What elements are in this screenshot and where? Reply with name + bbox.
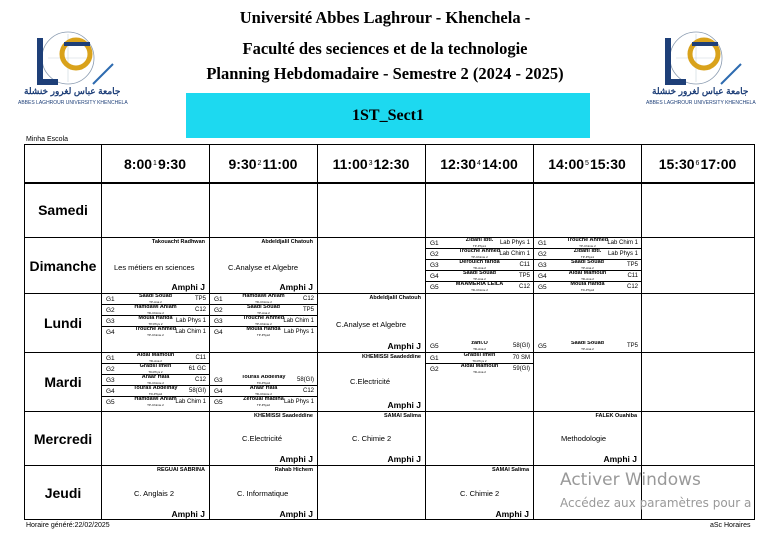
session-type: TD-Phys 2 xyxy=(148,370,163,374)
university-logo-right xyxy=(646,24,756,110)
session-type: TD-Chimie 2 xyxy=(471,288,488,292)
group-label: G4 xyxy=(106,388,115,395)
teacher-name: Aidal Mamoun xyxy=(568,270,607,276)
room-label: TP5 xyxy=(626,343,638,349)
room-label: Lab Phys 1 xyxy=(283,399,314,405)
group-row xyxy=(426,282,533,293)
group-label: G5 xyxy=(214,399,223,406)
teacher-name: Touras Abdelhay xyxy=(133,385,178,391)
lecture-prof: KHEMISSI Saadeddine xyxy=(362,354,421,360)
slot-header-4: 12:30 4 14:00 xyxy=(440,156,518,172)
lecture-room: Amphi J xyxy=(495,509,529,519)
group-label: G4 xyxy=(214,329,223,336)
session-type: TD-Chimie 2 xyxy=(255,392,272,396)
teacher-name: Moula Hafida xyxy=(138,315,173,321)
university-title: Université Abbes Laghrour - Khenchela - xyxy=(239,8,531,27)
session-type: TD-Phys2 xyxy=(148,392,163,396)
lecture-room: Amphi J xyxy=(603,454,637,464)
group-label: G1 xyxy=(214,296,223,303)
room-label: Lab Chim 1 xyxy=(175,399,206,405)
logo-caption-left: ABBES LAGHROUR UNIVERSITY KHENCHELA xyxy=(18,100,128,106)
session-type: TP-Phys 2 xyxy=(148,322,163,326)
session-type: TP-Ana 2 xyxy=(257,311,270,315)
group-label: G1 xyxy=(430,355,439,362)
teacher-name: Trouche Ahmed xyxy=(566,238,609,243)
lecture-module: C. Anglais 2 xyxy=(134,489,175,498)
group-label: G5 xyxy=(106,399,115,406)
lecture-prof: SAMAI Salima xyxy=(492,467,529,473)
room-label: TP5 xyxy=(194,296,206,302)
lecture-mercredi-slot2 xyxy=(210,412,317,465)
group-label: G5 xyxy=(538,343,547,350)
teacher-name: Hamdawi Ahlam xyxy=(134,396,177,402)
school-name: Minha Escola xyxy=(26,136,69,143)
session-type: TD-Chimie 2 xyxy=(147,311,164,315)
lecture-dimanche-slot1 xyxy=(102,238,209,293)
group-label: G1 xyxy=(106,355,115,362)
lecture-module: C.Analyse et Algebre xyxy=(336,320,407,329)
teacher-name: Saadi Souad xyxy=(462,270,496,276)
room-label: 59(GI) xyxy=(512,366,530,372)
group-label: G2 xyxy=(106,307,115,314)
section-banner: 1ST_Sect1 xyxy=(186,93,590,138)
group-label: G3 xyxy=(214,377,223,384)
group-label: G5 xyxy=(430,343,439,350)
lecture-jeudi-slot4 xyxy=(426,466,533,520)
lecture-prof: REGUAI SABRINA xyxy=(157,467,205,473)
group-row xyxy=(426,364,533,375)
lecture-prof: Rahab Hichem xyxy=(274,467,313,473)
lecture-room: Amphi J xyxy=(387,454,421,464)
lecture-module: C. Chimie 2 xyxy=(460,489,500,498)
group-row xyxy=(534,341,641,352)
lecture-room: Amphi J xyxy=(387,400,421,410)
teacher-name: Zeroual madiha xyxy=(243,396,284,402)
planning-title: Planning Hebdomadaire - Semestre 2 (2024 - 2025) xyxy=(206,64,564,83)
room-label: C12 xyxy=(194,377,206,383)
room-label: Lab Phys 1 xyxy=(607,251,638,257)
teacher-name: zahi.O xyxy=(471,341,488,346)
day-samedi: Samedi xyxy=(38,202,88,218)
room-label: Lab Phys 1 xyxy=(283,329,314,335)
session-type: TP-Ana 2 xyxy=(581,347,594,351)
group-label: G2 xyxy=(214,307,223,314)
room-label: Lab Chim 1 xyxy=(175,329,206,335)
groups-lundi-slot2 xyxy=(210,294,317,340)
room-label: TP5 xyxy=(626,262,638,268)
room-label: Lab Phys 1 xyxy=(499,240,530,246)
session-type: TD-Ana 2 xyxy=(149,359,162,363)
day-mercredi: Mercredi xyxy=(33,430,93,447)
slot-header-3: 11:00 3 12:30 xyxy=(332,156,410,172)
lecture-prof: Takouacht Radhwan xyxy=(151,239,205,245)
group-label: G4 xyxy=(106,329,115,336)
session-type: TP-Chimie 2 xyxy=(255,322,272,326)
room-label: Lab Chim 1 xyxy=(499,251,530,257)
activation-watermark-subtitle: Accédez aux paramètres pour a xyxy=(560,496,752,510)
session-type: TD-Phys 2 xyxy=(472,359,487,363)
session-type: TP-Ana 2 xyxy=(473,277,486,281)
group-label: G1 xyxy=(106,296,115,303)
group-row xyxy=(102,397,209,408)
teacher-name: MAAMERIA LEILA xyxy=(455,281,504,287)
university-logo-left xyxy=(18,24,128,110)
lecture-room: Amphi J xyxy=(387,341,421,351)
footer-generated: Horaire généré:22/02/2025 xyxy=(26,522,110,529)
room-label: C12 xyxy=(302,388,314,394)
lecture-room: Amphi J xyxy=(171,282,205,292)
session-type: TP-Phys2 xyxy=(256,403,271,407)
room-label: 58(GI) xyxy=(296,377,314,383)
groups-dimanche-slot5 xyxy=(534,238,641,294)
footer-brand: aSc Horaires xyxy=(710,522,751,529)
day-mardi: Mardi xyxy=(44,374,82,390)
groups-dimanche-slot4 xyxy=(426,238,533,294)
group-row xyxy=(534,282,641,293)
lecture-module: C.Analyse et Algebre xyxy=(228,263,299,272)
logo-arabic-right: جامعة عباس لغرور خنشلة xyxy=(652,86,749,96)
lecture-prof: Abdeldjalil Chatouh xyxy=(369,295,421,301)
session-type: TD-Ana 2 xyxy=(581,277,594,281)
lecture-module: C.Electricité xyxy=(350,377,391,386)
day-lundi: Lundi xyxy=(43,315,83,331)
lecture-jeudi-slot2 xyxy=(210,466,317,520)
lecture-prof: Abdeldjalil Chatouh xyxy=(261,239,313,245)
logo-arabic-left: جامعة عباس لغرور خنشلة xyxy=(24,86,121,96)
lecture-dimanche-slot2 xyxy=(210,238,317,293)
group-label: G2 xyxy=(430,366,439,373)
group-row xyxy=(426,341,533,352)
lecture-jeudi-slot1 xyxy=(102,466,209,520)
teacher-name: Trouche Ahmed xyxy=(134,326,177,332)
teacher-name: Zidani Ibti. xyxy=(465,238,494,243)
room-label: C12 xyxy=(626,284,638,290)
lecture-room: Amphi J xyxy=(171,509,205,519)
room-label: C11 xyxy=(519,262,530,268)
group-label: G3 xyxy=(214,318,223,325)
teacher-name: Hamdawi Ahlam xyxy=(134,304,177,310)
group-row xyxy=(210,327,317,338)
lecture-prof: FALEK Ouahiba xyxy=(595,413,637,419)
slot-header-5: 14:00 5 15:30 xyxy=(548,156,626,172)
lecture-mercredi-slot5 xyxy=(534,412,641,465)
room-label: Lab Phys 1 xyxy=(175,318,206,324)
room-label: Lab Chim 1 xyxy=(607,240,638,246)
faculty-title: Faculté des seciences et de la technologie xyxy=(242,39,528,58)
teacher-name: Touras Abdelhay xyxy=(241,375,286,380)
groups-mardi-slot2 xyxy=(210,375,317,411)
group-label: G2 xyxy=(538,251,547,258)
lecture-module: C. Chimie 2 xyxy=(352,434,392,443)
group-label: G3 xyxy=(106,318,115,325)
teacher-name: Grabsi Imen xyxy=(463,353,496,358)
teacher-name: Hamdawi Ahlam xyxy=(242,294,285,299)
day-jeudi: Jeudi xyxy=(44,485,82,501)
session-type: TD-Ana 2 xyxy=(473,370,486,374)
session-type: TP-Chimie 2 xyxy=(579,244,596,248)
session-type: TP-Phys1 xyxy=(472,244,487,248)
teacher-name: Saadi Souad xyxy=(570,259,604,265)
group-label: G5 xyxy=(538,284,547,291)
group-label: G4 xyxy=(430,273,439,280)
lecture-module: Les métiers en sciences xyxy=(114,263,195,272)
group-row xyxy=(210,397,317,408)
room-label: 70 SM xyxy=(512,355,530,361)
session-type: TD-Ana 2 xyxy=(473,347,486,351)
session-type: TD-Chimie 2 xyxy=(255,300,272,304)
group-label: G1 xyxy=(538,240,547,247)
session-type: TP-Phys2 xyxy=(256,333,271,337)
group-row xyxy=(102,327,209,338)
session-type: TP-Chimie 2 xyxy=(147,333,164,337)
teacher-name: Moula Hafida xyxy=(570,281,605,287)
lecture-mardi-slot3 xyxy=(318,353,425,411)
room-label: 58(GI) xyxy=(512,343,530,349)
logo-caption-right: ABBES LAGHROUR UNIVERSITY KHENCHELA xyxy=(646,100,756,106)
room-label: C12 xyxy=(518,284,530,290)
slot-header-2: 9:30 2 11:00 xyxy=(228,156,298,172)
groups-mardi-slot4 xyxy=(426,353,533,377)
group-label: G3 xyxy=(538,262,547,269)
teacher-name: Aidal Mamoun xyxy=(460,363,499,369)
session-type: TD-Ana 2 xyxy=(473,266,486,270)
teacher-name: Trouche Ahmed xyxy=(242,315,285,321)
lecture-module: Methodologie xyxy=(561,434,607,443)
teacher-name: Saadi Souad xyxy=(246,304,280,310)
group-label: G2 xyxy=(106,366,115,373)
teacher-name: Zidani Ibti. xyxy=(573,248,602,254)
teacher-name: Grabsi Imen xyxy=(139,363,172,369)
lecture-module: C. Informatique xyxy=(237,489,289,498)
room-label: C11 xyxy=(195,355,206,361)
timetable-grid xyxy=(24,144,755,520)
group-label: G4 xyxy=(538,273,547,280)
groups-lundi-slot1 xyxy=(102,294,209,340)
room-label: C12 xyxy=(302,296,314,302)
teacher-name: Saadi Souad xyxy=(570,341,604,346)
lecture-lundi-slot3 xyxy=(318,294,425,352)
teacher-name: Saadi Souad xyxy=(138,294,172,299)
slot-header-6: 15:30 6 17:00 xyxy=(658,156,737,172)
session-type: TD-Chimie 2 xyxy=(147,381,164,385)
room-label: TP5 xyxy=(518,273,530,279)
session-type: TD-Phys2 xyxy=(256,381,271,385)
lecture-room: Amphi J xyxy=(279,509,313,519)
session-type: TP-Ana 2 xyxy=(581,266,594,270)
teacher-name: Aidal Mamoun xyxy=(136,353,175,358)
room-label: 61 GC xyxy=(188,366,206,372)
day-dimanche: Dimanche xyxy=(29,257,97,274)
group-label: G1 xyxy=(430,240,439,247)
lecture-prof: KHEMISSI Saadeddine xyxy=(254,413,313,419)
room-label: Lab Chim 1 xyxy=(283,318,314,324)
session-type: TP-Chimie 2 xyxy=(471,255,488,259)
group-label: G3 xyxy=(430,262,439,269)
teacher-name: Trouche Ahmed xyxy=(458,248,501,254)
activation-watermark-title: Activer Windows xyxy=(560,470,701,490)
session-type: TD-Phys2 xyxy=(580,288,595,292)
lecture-room: Amphi J xyxy=(279,454,313,464)
group-label: G4 xyxy=(214,388,223,395)
lecture-prof: SAMAI Salima xyxy=(384,413,421,419)
teacher-name: Derouich farida xyxy=(459,259,500,265)
lecture-mercredi-slot3 xyxy=(318,412,425,465)
lecture-room: Amphi J xyxy=(279,282,313,292)
group-label: G3 xyxy=(106,377,115,384)
room-label: C12 xyxy=(194,307,206,313)
group-label: G5 xyxy=(430,284,439,291)
groups-mardi-slot1 xyxy=(102,353,209,411)
session-type: TP-Chimie 2 xyxy=(147,403,164,407)
teacher-name: Moula Hafida xyxy=(246,326,281,332)
room-label: 58(GI) xyxy=(188,388,206,394)
room-label: TP5 xyxy=(302,307,314,313)
session-type: TP-Ana 2 xyxy=(149,300,162,304)
room-label: C11 xyxy=(627,273,638,279)
lecture-module: C.Electricité xyxy=(242,434,283,443)
teacher-name: Araar Hala xyxy=(249,385,278,391)
groups-lundi-slot4 xyxy=(426,341,533,352)
session-type: TP-Phys1 xyxy=(580,255,595,259)
group-label: G2 xyxy=(430,251,439,258)
groups-lundi-slot5 xyxy=(534,341,641,352)
slot-header-1: 8:00 1 9:30 xyxy=(124,156,186,172)
teacher-name: Araar Hala xyxy=(141,374,170,380)
